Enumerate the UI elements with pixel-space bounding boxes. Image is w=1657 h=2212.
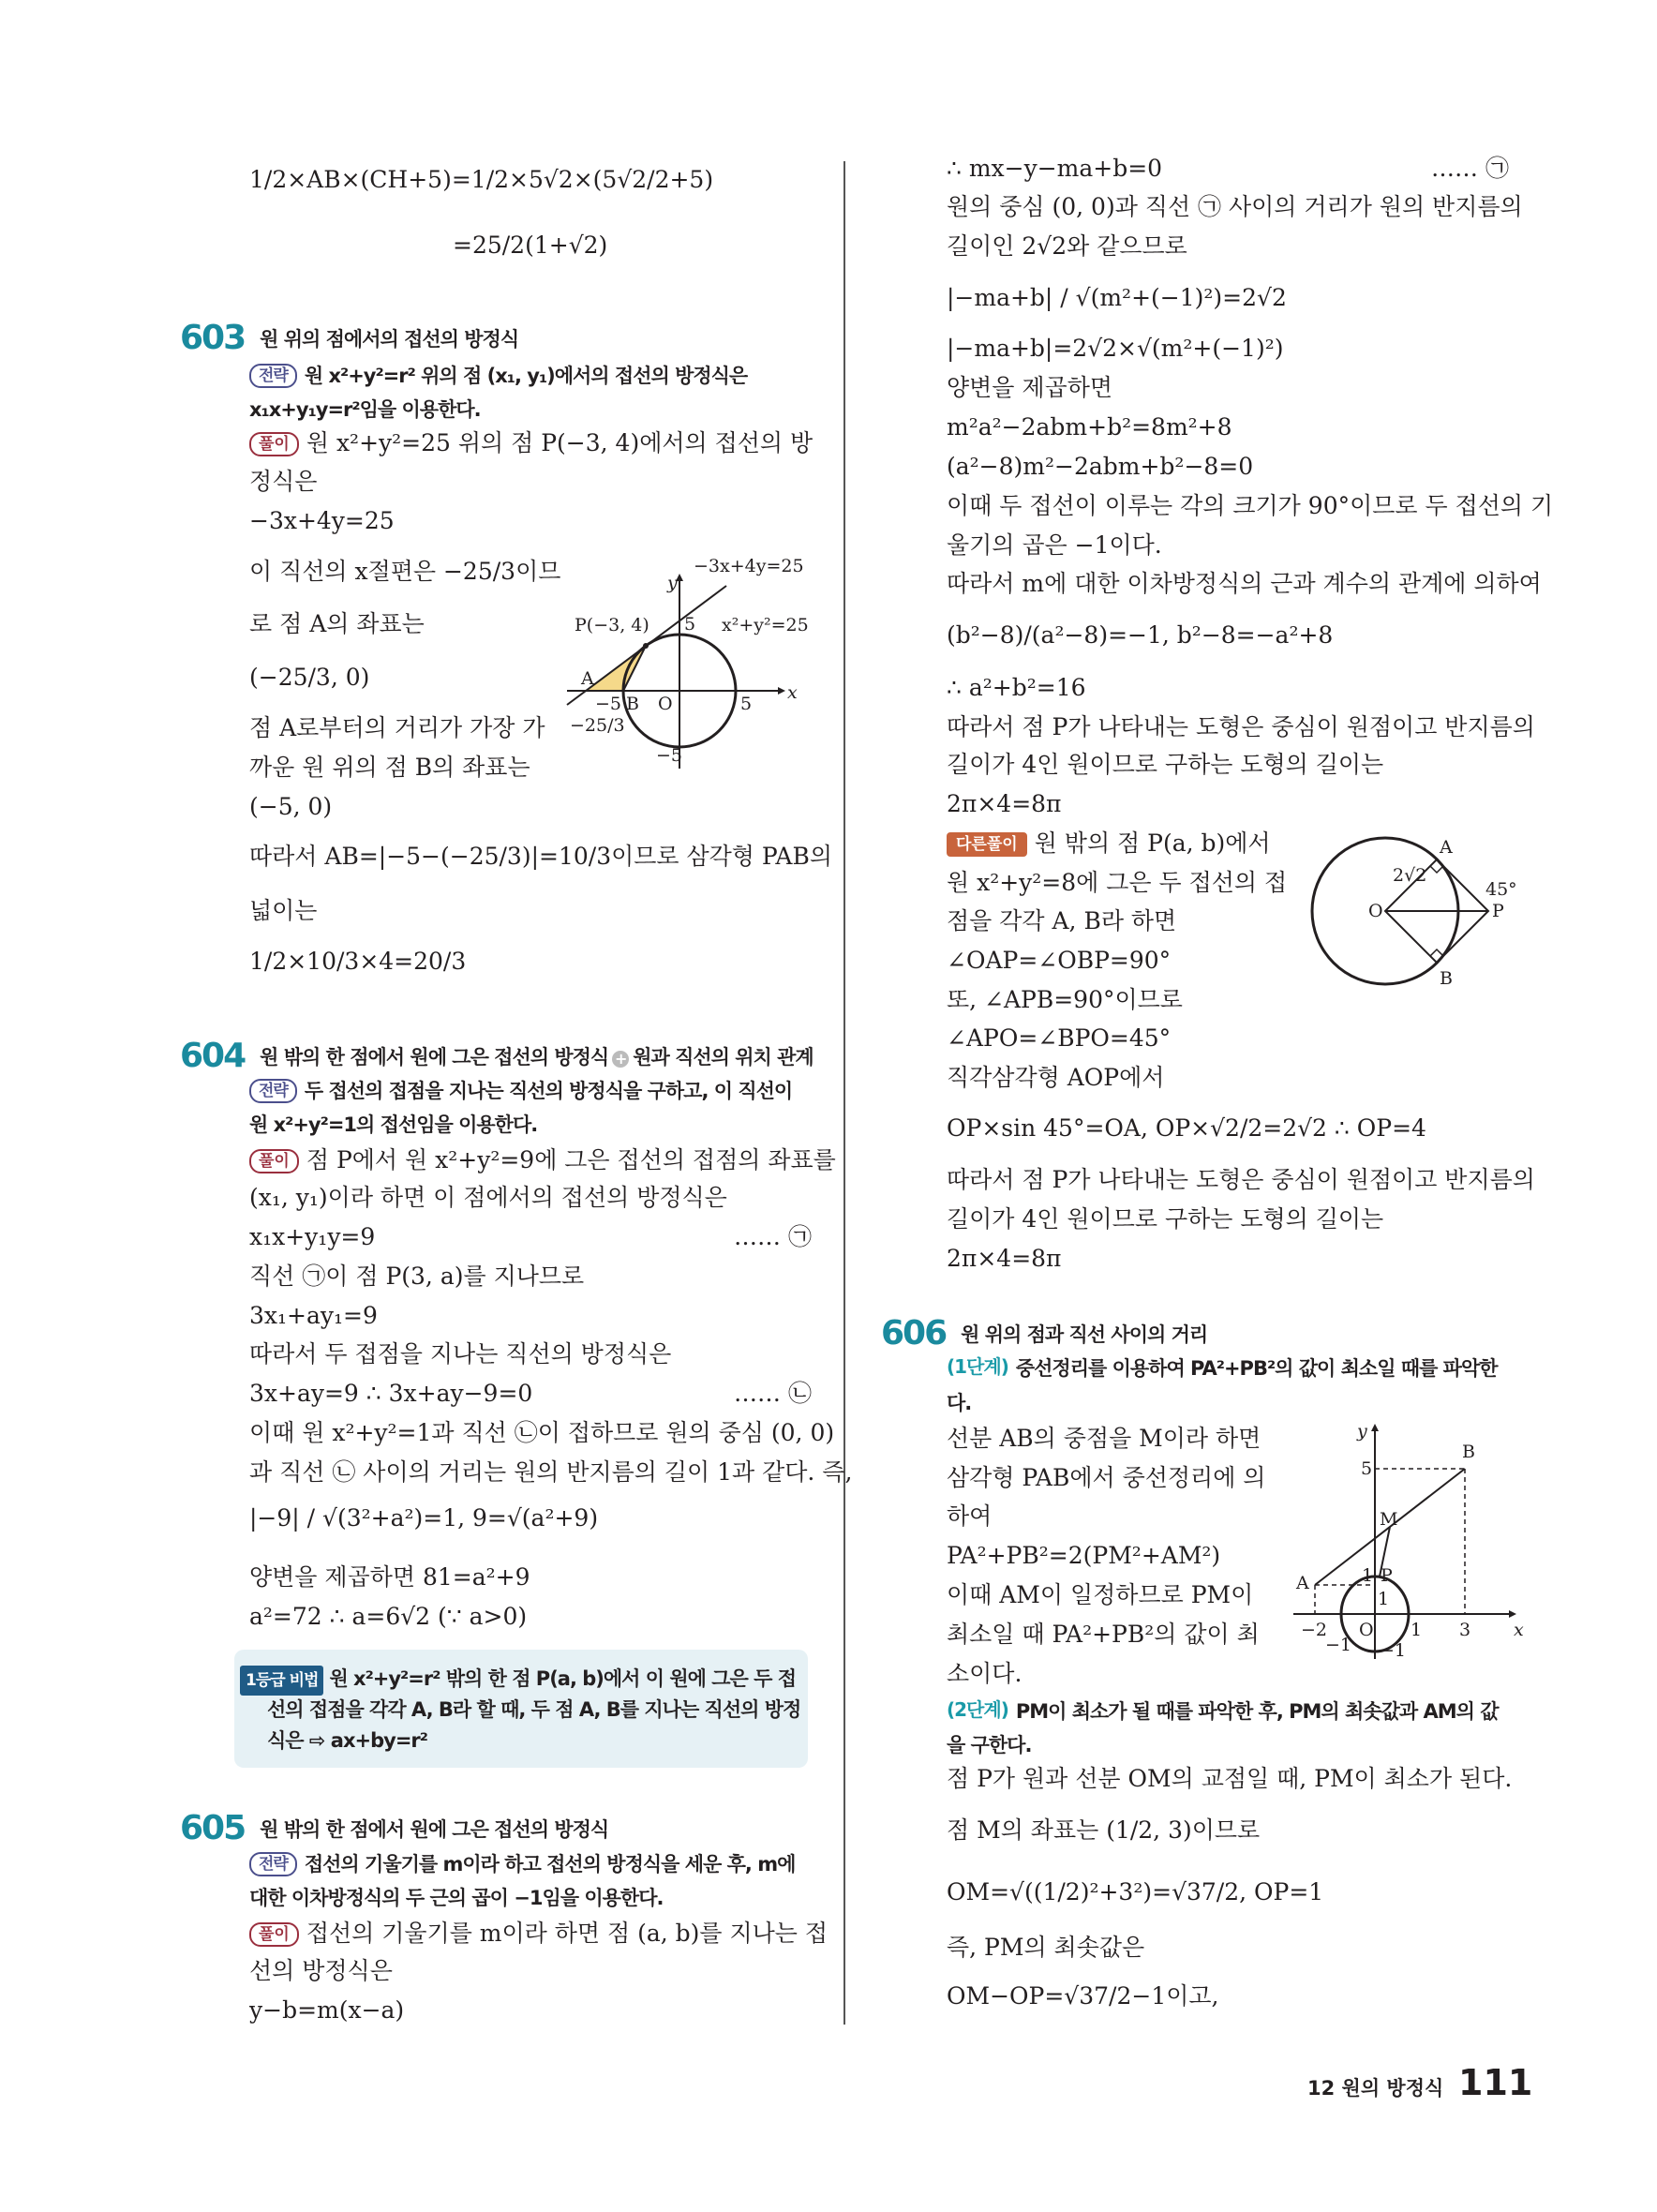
solution-line — [249, 1919, 828, 1949]
alt-solution-line: ∠APO=∠BPO=45° — [947, 1024, 1172, 1052]
solution-line: 1/2×10/3×4=20/3 — [249, 948, 467, 975]
problem-605-header — [180, 1809, 608, 1847]
solution-line: 하여 — [947, 1502, 993, 1530]
circle-label: x²+y²=25 — [722, 615, 809, 635]
alt-solution-tag: 다른풀이 — [947, 832, 1027, 857]
tick-5: 5 — [1361, 1458, 1373, 1479]
solution-line: 울기의 곱은 −1이다. — [947, 531, 1162, 559]
solution-line: 이 직선의 x절편은 −25/3이므 — [249, 558, 561, 585]
point-a-label: A — [1440, 837, 1453, 858]
strategy-line — [249, 1076, 792, 1106]
solution-tag: 풀이 — [249, 1149, 299, 1173]
step-1-tag: (1단계) — [947, 1355, 1008, 1378]
tick-1-x: 1 — [1411, 1620, 1423, 1640]
point-p-label: P — [1492, 901, 1504, 921]
tick-neg25-3: −25/3 — [570, 715, 625, 736]
solution-text: 접선의 기울기를 m이라 하면 점 (a, b)를 지나는 접 — [306, 1920, 828, 1947]
problem-number: 604 — [180, 1037, 246, 1075]
right-angle-b — [1430, 949, 1443, 956]
prev-area-result: =25/2(1+√2) — [453, 232, 608, 259]
solution-line: −3x+4y=25 — [249, 507, 395, 534]
tick-neg5-y: −5 — [656, 745, 683, 766]
solution-line — [947, 154, 1509, 184]
tick-1-y: 1 — [1362, 1565, 1374, 1586]
equation-1: ∴ mx−y−ma+b=0 — [947, 155, 1163, 182]
alt-solution-line: 원 x²+y²=8에 그은 두 접선의 접 — [947, 869, 1288, 896]
solution-line: 선의 방정식은 — [249, 1957, 393, 1984]
problem-title: 원 위의 점과 직선 사이의 거리 — [961, 1323, 1208, 1346]
y-axis-label: y — [667, 573, 678, 593]
solution-line: 따라서 두 접점을 지나는 직선의 방정식은 — [249, 1340, 672, 1368]
tip-line: 선의 접점을 각각 A, B라 할 때, 두 점 A, B를 지나는 직선의 방정 — [267, 1698, 801, 1721]
right-angle-a — [1430, 866, 1443, 873]
solution-line: 소이다. — [947, 1660, 1023, 1687]
chapter-label: 12 원의 방정식 — [1307, 2077, 1444, 2100]
alt-solution-line: 직각삼각형 AOP에서 — [947, 1064, 1165, 1091]
strategy-text: 접선의 기울기를 m이라 하고 접선의 방정식을 세운 후, m에 — [304, 1853, 796, 1876]
solution-line: 까운 원 위의 점 B의 좌표는 — [249, 754, 530, 781]
solution-line: (−5, 0) — [249, 793, 333, 820]
point-a-label: A — [1296, 1573, 1309, 1593]
point-a-label: A — [581, 668, 594, 689]
solution-line: 따라서 점 P가 나타내는 도형은 중심이 원점이고 반지름의 — [947, 713, 1535, 740]
solution-line: PA²+PB²=2(PM²+AM²) — [947, 1542, 1221, 1569]
strategy-line: x₁x+y₁y=r²임을 이용한다. — [249, 398, 481, 421]
solution-line: |−9| / √(3²+a²)=1, 9=√(a²+9) — [249, 1504, 599, 1532]
solution-line: (x₁, y₁)이라 하면 이 점에서의 접선의 방정식은 — [249, 1184, 727, 1211]
x-axis-arrow-icon — [1509, 1610, 1516, 1618]
alt-solution-line: 2π×4=8π — [947, 1245, 1062, 1272]
solution-tag: 풀이 — [249, 1922, 299, 1947]
solution-line: 이때 두 접선이 이루는 각의 크기가 90°이므로 두 접선의 기 — [947, 492, 1554, 519]
y-axis-label: y — [1357, 1421, 1367, 1442]
point-m-label: M — [1380, 1509, 1398, 1530]
problem-number: 603 — [180, 319, 246, 357]
y-axis-arrow-icon — [1371, 1424, 1379, 1431]
point-p-label: P(−3, 4) — [575, 615, 649, 635]
page-number: 111 — [1458, 2062, 1533, 2103]
tick-neg1-y: −1 — [1380, 1640, 1407, 1661]
x-axis-label: x — [1514, 1620, 1524, 1640]
equation-marker-1: …… ㉠ — [734, 1223, 812, 1250]
problem-number: 605 — [180, 1809, 246, 1847]
strategy-line — [249, 1849, 795, 1879]
problem-title: 원 위의 점에서의 접선의 방정식 — [260, 327, 519, 351]
strategy-line: 원 x²+y²=1의 접선임을 이용한다. — [249, 1113, 538, 1136]
tangent-diagram-603 — [553, 553, 834, 778]
solution-line — [249, 428, 813, 458]
strategy-text: 두 접선의 접점을 지나는 직선의 방정식을 구하고, 이 직선이 — [304, 1080, 793, 1102]
tip-text: 원 x²+y²=r² 밖의 한 점 P(a, b)에서 이 원에 그은 두 접 — [329, 1667, 797, 1690]
point-p — [643, 643, 649, 649]
solution-text: 원 x²+y²=25 위의 점 P(−3, 4)에서의 접선의 방 — [306, 429, 814, 456]
solution-line: 과 직선 ㉡ 사이의 거리는 원의 반지름의 길이 1과 같다. 즉, — [249, 1458, 853, 1486]
x-axis-label: x — [787, 682, 798, 703]
step-text: 중선정리를 이용하여 PA²+PB²의 값이 최소일 때를 파악한 — [1015, 1357, 1498, 1380]
step-line — [947, 1696, 1499, 1726]
equation-2: 3x+ay=9 ∴ 3x+ay−9=0 — [249, 1380, 533, 1407]
solution-line: 따라서 m에 대한 이차방정식의 근과 계수의 관계에 의하여 — [947, 570, 1542, 597]
solution-text: 점 P에서 원 x²+y²=9에 그은 접선의 접점의 좌표를 — [306, 1146, 836, 1173]
solution-line: 3x₁+ay₁=9 — [249, 1302, 378, 1329]
alt-solution-line: 또, ∠APB=90°이므로 — [947, 986, 1183, 1013]
strategy-line — [249, 361, 747, 391]
angle-label: 45° — [1485, 879, 1517, 900]
step-line: 다. — [947, 1392, 972, 1414]
tick-3: 3 — [1459, 1620, 1471, 1640]
solution-line: ∴ a²+b²=16 — [947, 674, 1086, 701]
origin-label: O — [1359, 1620, 1374, 1640]
solution-line: 양변을 제곱하면 — [947, 374, 1112, 401]
strategy-tag: 전략 — [249, 1852, 297, 1876]
step-line — [947, 1353, 1498, 1383]
tip-line — [240, 1664, 796, 1696]
alt-solution-line — [947, 829, 1271, 859]
x-axis-arrow-icon — [778, 687, 785, 695]
solution-line: 길이가 4인 원이므로 구하는 도형의 길이는 — [947, 751, 1384, 778]
alt-solution-line: OP×sin 45°=OA, OP×√2/2=2√2 ∴ OP=4 — [947, 1114, 1426, 1142]
solution-line: 길이인 2√2와 같으므로 — [947, 232, 1187, 260]
point-p-label: P — [1381, 1565, 1393, 1586]
solution-line: 정식은 — [249, 468, 318, 495]
column-divider — [843, 161, 845, 2025]
step-text: PM이 최소가 될 때를 파악한 후, PM의 최솟값과 AM의 값 — [1015, 1700, 1499, 1723]
alt-solution-line: 점을 각각 A, B라 하면 — [947, 907, 1177, 934]
tip-label: 1등급 비법 — [240, 1666, 323, 1696]
solution-tag: 풀이 — [249, 432, 299, 456]
solution-line — [249, 1222, 812, 1252]
solution-line: 즉, PM의 최솟값은 — [947, 1934, 1145, 1961]
problem-603-header — [180, 319, 518, 357]
equation-marker-2: …… ㉡ — [734, 1380, 812, 1407]
solution-line: 2π×4=8π — [947, 790, 1062, 817]
solution-line: 최소일 때 PA²+PB²의 값이 최 — [947, 1621, 1260, 1648]
strategy-tag: 전략 — [249, 1079, 297, 1103]
origin-label: O — [658, 694, 673, 714]
tick-5-y: 5 — [684, 614, 696, 635]
tick-neg2: −2 — [1301, 1620, 1328, 1640]
equation-marker: …… ㉠ — [1431, 155, 1509, 182]
solution-line: 점 M의 좌표는 (1/2, 3)이므로 — [947, 1816, 1261, 1844]
title-related: 원과 직선의 위치 관계 — [633, 1045, 814, 1069]
equation-1: x₁x+y₁y=9 — [249, 1223, 376, 1250]
strategy-text: 원 x²+y²=r² 위의 점 (x₁, y₁)에서의 접선의 방정식은 — [304, 365, 748, 387]
solution-line: 로 점 A의 좌표는 — [249, 610, 425, 637]
solution-line: 이때 AM이 일정하므로 PM이 — [947, 1581, 1254, 1608]
solution-line: (−25/3, 0) — [249, 664, 370, 691]
solution-line: m²a²−2abm+b²=8m²+8 — [947, 413, 1232, 441]
point-b-label: B — [626, 694, 639, 714]
solution-line: y−b=m(x−a) — [249, 1996, 405, 2024]
title-main: 원 밖의 한 점에서 원에 그은 접선의 방정식 — [260, 1045, 609, 1069]
problem-title — [260, 1042, 814, 1070]
solution-line: OM=√((1/2)²+3²)=√37/2, OP=1 — [947, 1878, 1324, 1906]
alt-solution-line: 길이가 4인 원이므로 구하는 도형의 길이는 — [947, 1205, 1384, 1233]
tick-neg5-x: −5 — [595, 694, 622, 714]
problem-number: 606 — [881, 1314, 947, 1353]
solution-line: 점 P가 원과 선분 OM의 교점일 때, PM이 최소가 된다. — [947, 1765, 1513, 1792]
solution-line: OM−OP=√37/2−1이고, — [947, 1982, 1219, 2010]
solution-line: 직선 ㉠이 점 P(3, a)를 지나므로 — [249, 1263, 585, 1290]
strategy-line: 대한 이차방정식의 두 근의 곱이 −1임을 이용한다. — [249, 1887, 664, 1909]
problem-604-header — [180, 1037, 814, 1075]
problem-606-header — [881, 1314, 1207, 1353]
solution-line — [249, 1379, 812, 1409]
point-b-label: B — [1462, 1442, 1475, 1462]
solution-line: (b²−8)/(a²−8)=−1, b²−8=−a²+8 — [947, 621, 1334, 649]
line-label: −3x+4y=25 — [694, 556, 804, 576]
solution-line: |−ma+b| / √(m²+(−1)²)=2√2 — [947, 284, 1287, 311]
alt-solution-line: 따라서 점 P가 나타내는 도형은 중심이 원점이고 반지름의 — [947, 1166, 1535, 1193]
tip-line: 식은 ⇨ ax+by=r² — [267, 1729, 427, 1752]
step-line: 을 구한다. — [947, 1734, 1032, 1756]
tick-neg1-x: −1 — [1325, 1635, 1352, 1655]
point-b-label: B — [1440, 968, 1453, 989]
solution-line: |−ma+b|=2√2×√(m²+(−1)²) — [947, 335, 1284, 362]
problem-title: 원 밖의 한 점에서 원에 그은 접선의 방정식 — [260, 1817, 609, 1841]
step-2-tag: (2단계) — [947, 1698, 1008, 1721]
solution-line — [249, 1145, 836, 1175]
solution-line: 따라서 AB=|−5−(−25/3)|=10/3이므로 삼각형 PAB의 — [249, 843, 832, 870]
solution-line: 원의 중심 (0, 0)과 직선 ㉠ 사이의 거리가 원의 반지름의 — [947, 193, 1523, 220]
midpoint-diagram-606 — [1284, 1420, 1528, 1664]
alt-solution-line: ∠OAP=∠OBP=90° — [947, 947, 1172, 974]
alt-text: 원 밖의 점 P(a, b)에서 — [1034, 830, 1271, 857]
plus-icon: + — [612, 1051, 629, 1068]
tangent-square-diagram — [1293, 825, 1537, 1003]
radius-label: 2√2 — [1393, 865, 1427, 886]
solution-line: 양변을 제곱하면 81=a²+9 — [249, 1563, 530, 1591]
solution-line: 선분 AB의 중점을 M이라 하면 — [947, 1425, 1261, 1452]
origin-label: O — [1368, 901, 1383, 921]
solution-line: (a²−8)m²−2abm+b²−8=0 — [947, 453, 1254, 480]
solution-line: 점 A로부터의 거리가 가장 가 — [249, 714, 545, 741]
tick-5-x: 5 — [740, 694, 753, 714]
solution-line: 이때 원 x²+y²=1과 직선 ㉡이 접하므로 원의 중심 (0, 0) — [249, 1419, 835, 1446]
prev-area-line: 1/2×AB×(CH+5)=1/2×5√2×(5√2/2+5) — [249, 166, 714, 193]
solution-line: 넓이는 — [249, 897, 318, 924]
solution-line: a²=72 ∴ a=6√2 (∵ a>0) — [249, 1603, 528, 1630]
strategy-tag: 전략 — [249, 364, 297, 388]
solution-line: 삼각형 PAB에서 중선정리에 의 — [947, 1464, 1266, 1491]
radius-label: 1 — [1378, 1589, 1390, 1609]
